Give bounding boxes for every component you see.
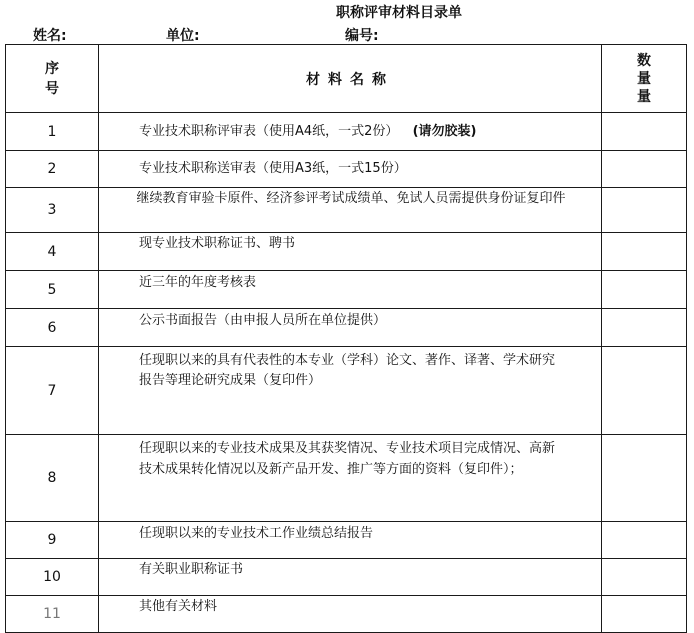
table-row [6,596,687,633]
row-material: 任现职以来的专业技术工作业绩总结报告 [99,522,602,559]
row-material: 继续教育审验卡原件、经济参评考试成绩单、免试人员需提供身份证复印件 [99,188,602,233]
row-material: 任现职以来的专业技术成果及其获奖情况、专业技术项目完成情况、高新技术成果转化情况以及新产品开发、推广等方面的资料（复印件）； [99,435,602,522]
row-material: 有关职业职称证书 [99,559,602,596]
row-number: 5 [6,271,99,309]
row-quantity[interactable] [602,435,687,522]
row-material: 其他有关材料 [99,596,602,633]
table-row [6,309,687,347]
row-material: 专业技术职称送审表（使用A3纸，一式15份） [99,151,602,188]
table-header-row [6,45,687,113]
row-number: 2 [6,151,99,188]
row-material: 公示书面报告（由申报人员所在单位提供） [99,309,602,347]
row-quantity[interactable] [602,233,687,271]
table-row [6,188,687,233]
row-number: 7 [6,347,99,435]
table-row [6,113,687,151]
row-quantity[interactable] [602,347,687,435]
header-serial [6,45,99,113]
row-quantity[interactable] [602,309,687,347]
row-quantity[interactable] [602,522,687,559]
header-material-name: 材料名称 [99,45,602,113]
table-row [6,233,687,271]
table-row [6,151,687,188]
row-quantity[interactable] [602,188,687,233]
table-row [6,522,687,559]
header-serial-line1: 序 [45,60,59,77]
row-number: 8 [6,435,99,522]
header-quantity-line3: 量 [637,88,651,105]
row-material [99,113,602,151]
header-quantity-line2: 量 [637,70,651,87]
row-quantity[interactable] [602,596,687,633]
table-row [6,347,687,435]
row-material-text: 专业技术职称评审表（使用A4纸，一式2份） [139,123,399,139]
row-number: 6 [6,309,99,347]
row-quantity[interactable] [602,151,687,188]
row-number: 11 [6,596,99,633]
header-serial-line2: 号 [45,80,59,97]
unit-field-label: 单位: [166,28,200,44]
materials-table [5,44,687,633]
header-quantity-line1: 数 [637,52,651,69]
row-quantity[interactable] [602,559,687,596]
row-material: 现专业技术职称证书、聘书 [99,233,602,271]
table-row [6,435,687,522]
table-row [6,559,687,596]
row-material: 近三年的年度考核表 [99,271,602,309]
row-number: 3 [6,188,99,233]
row-material-note: (请勿胶装) [412,123,477,139]
row-material: 任现职以来的具有代表性的本专业（学科）论文、著作、译著、学术研究报告等理论研究成果（复印件） [99,347,602,435]
row-number: 1 [6,113,99,151]
row-number: 4 [6,233,99,271]
name-field-label: 姓名: [33,28,67,44]
number-field-label: 编号: [345,28,379,44]
row-quantity[interactable] [602,271,687,309]
row-number: 10 [6,559,99,596]
row-number: 9 [6,522,99,559]
row-quantity[interactable] [602,113,687,151]
document-title: 职称评审材料目录单 [336,5,462,21]
table-row [6,271,687,309]
header-quantity [602,45,687,113]
